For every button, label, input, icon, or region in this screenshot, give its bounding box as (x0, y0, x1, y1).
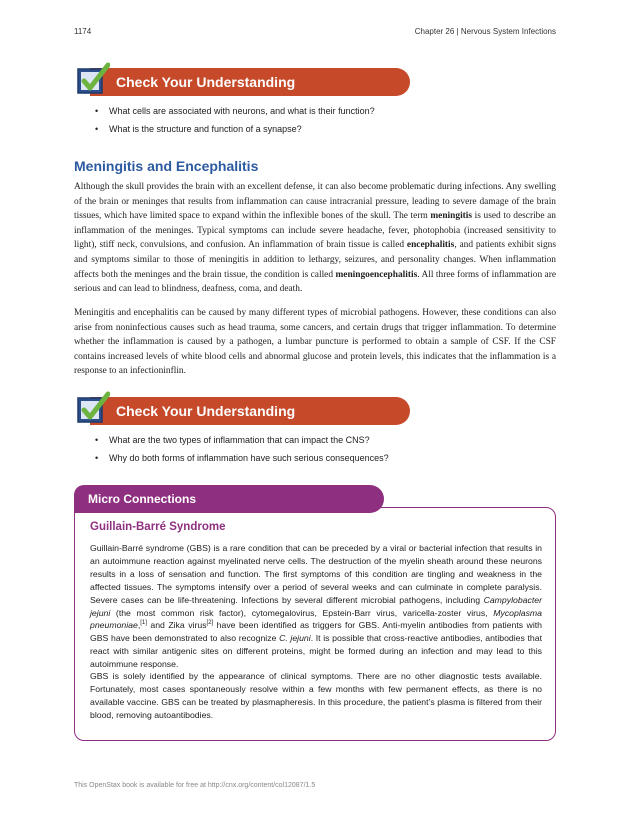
micro-connections-title: Micro Connections (88, 492, 197, 506)
check-understanding-list-1 (95, 105, 375, 141)
page-header (74, 27, 556, 39)
checkbox-check-icon (76, 61, 110, 97)
micro-heading: Guillain-Barré Syndrome (90, 521, 226, 533)
micro-paragraph-1: Guillain-Barré syndrome (GBS) is a rare condition that can be preceded by a viral or bacterial infection that results in an autoimmune reaction against myelinated nerve cells. The destruction of the myelin sheath around these neurons results in a loss of sensation and function. The first symptoms of this condition are tingling and weakness in the affected tissues. The symptoms intensify over a period of several weeks and can culminate in complete paralysis. Severe cases can be life-threatening. Infections by several different microbial pathogens, including Campylobacter jejuni (the most common risk factor), cytomegalovirus, Epstein-Barr virus, varicella-zoster virus, Mycoplasma pneumoniae,[1] and Zika virus[2] have been identified as triggers for GBS. Anti-myelin antibodies from patients with GBS have been demonstrated to also recognize C. jejuni. It is possible that cross-reactive antibodies, antibodies that react with similar antigenic sites on different proteins, might be formed during an infection and may lead to this autoimmune response. (90, 543, 542, 670)
list-item: • What cells are associated with neurons, and what is their function? (95, 105, 375, 123)
check-understanding-banner-1 (76, 67, 410, 97)
check-understanding-list-2 (95, 434, 389, 470)
micro-connections-tab (74, 485, 384, 513)
list-item: • What are the two types of inflammation that can impact the CNS? (95, 434, 389, 452)
species-name: Campylobacter jejuni (90, 594, 542, 618)
species-name: Mycoplasma pneumoniae (90, 607, 542, 631)
body-paragraph-1: Although the skull provides the brain with an excellent defense, it can also become problematic during infections. Any swelling of the brain or meninges that results from inflammation can cause intracranial pressure, leading to severe damage of the brain tissues, which have limited space to expand within the inflexible bones of the skull. The term meningitis is used to describe an inflammation of the meninges. Typical symptoms can include severe headache, fever, photophobia (increased sensitivity to light), stiff neck, convulsions, and confusion. An inflammation of brain tissue is called encephalitis, and patients exhibit signs and symptoms similar to those of meningitis in addition to lethargy, seizures, and personality changes. When inflammation affects both the meninges and the brain tissue, the condition is called meningoencephalitis. All three forms of inflammation are serious and can lead to blindness, deafness, coma, and death. (74, 182, 556, 295)
check-understanding-banner-2 (76, 396, 410, 426)
page-footer: This OpenStax book is available for free at http://cnx.org/content/col12087/1.5 (74, 782, 316, 789)
body-paragraph-2: Meningitis and encephalitis can be caused by many different types of microbial pathogens. However, these conditions can also arise from noninfectious causes such as head trauma, some cancers, and certain drugs that trigger inflammation. To determine whether the inflammation is caused by a pathogen, a lumbar puncture is performed to obtain a sample of CSF. If the CSF contains increased levels of white blood cells and abnormal glucose and protein levels, this indicates that the inflammation is a response to an infectioninflin. (74, 308, 556, 377)
list-item: • Why do both forms of inflammation have such serious consequences? (95, 452, 389, 470)
page-number: 1174 (74, 27, 92, 36)
term-meningoencephalitis: meningoencephalitis (335, 269, 418, 280)
checkbox-check-icon (76, 390, 110, 426)
footnote-ref[interactable]: [1] (140, 620, 147, 627)
term-meningitis: meningitis (430, 211, 473, 222)
species-name: C. jejuni (279, 633, 311, 644)
chapter-title: Chapter 26 | Nervous System Infections (414, 27, 556, 36)
check-understanding-title: Check Your Understanding (116, 74, 296, 90)
list-item: • What is the structure and function of a synapse? (95, 123, 375, 141)
check-understanding-title: Check Your Understanding (116, 403, 296, 419)
term-encephalitis: encephalitis (406, 240, 455, 251)
footnote-ref[interactable]: [2] (206, 620, 214, 627)
micro-paragraph-2: GBS is solely identified by the appearance of clinical symptoms. There are no other diagnostic tests available. Fortunately, most cases spontaneously resolve within a few months with few permanent effects, as there is no available vaccine. GBS can be treated by plasmapheresis. In this procedure, the patient’s plasma is filtered from their blood, removing autoantibodies. (90, 671, 542, 720)
section-heading: Meningitis and Encephalitis (74, 158, 259, 174)
